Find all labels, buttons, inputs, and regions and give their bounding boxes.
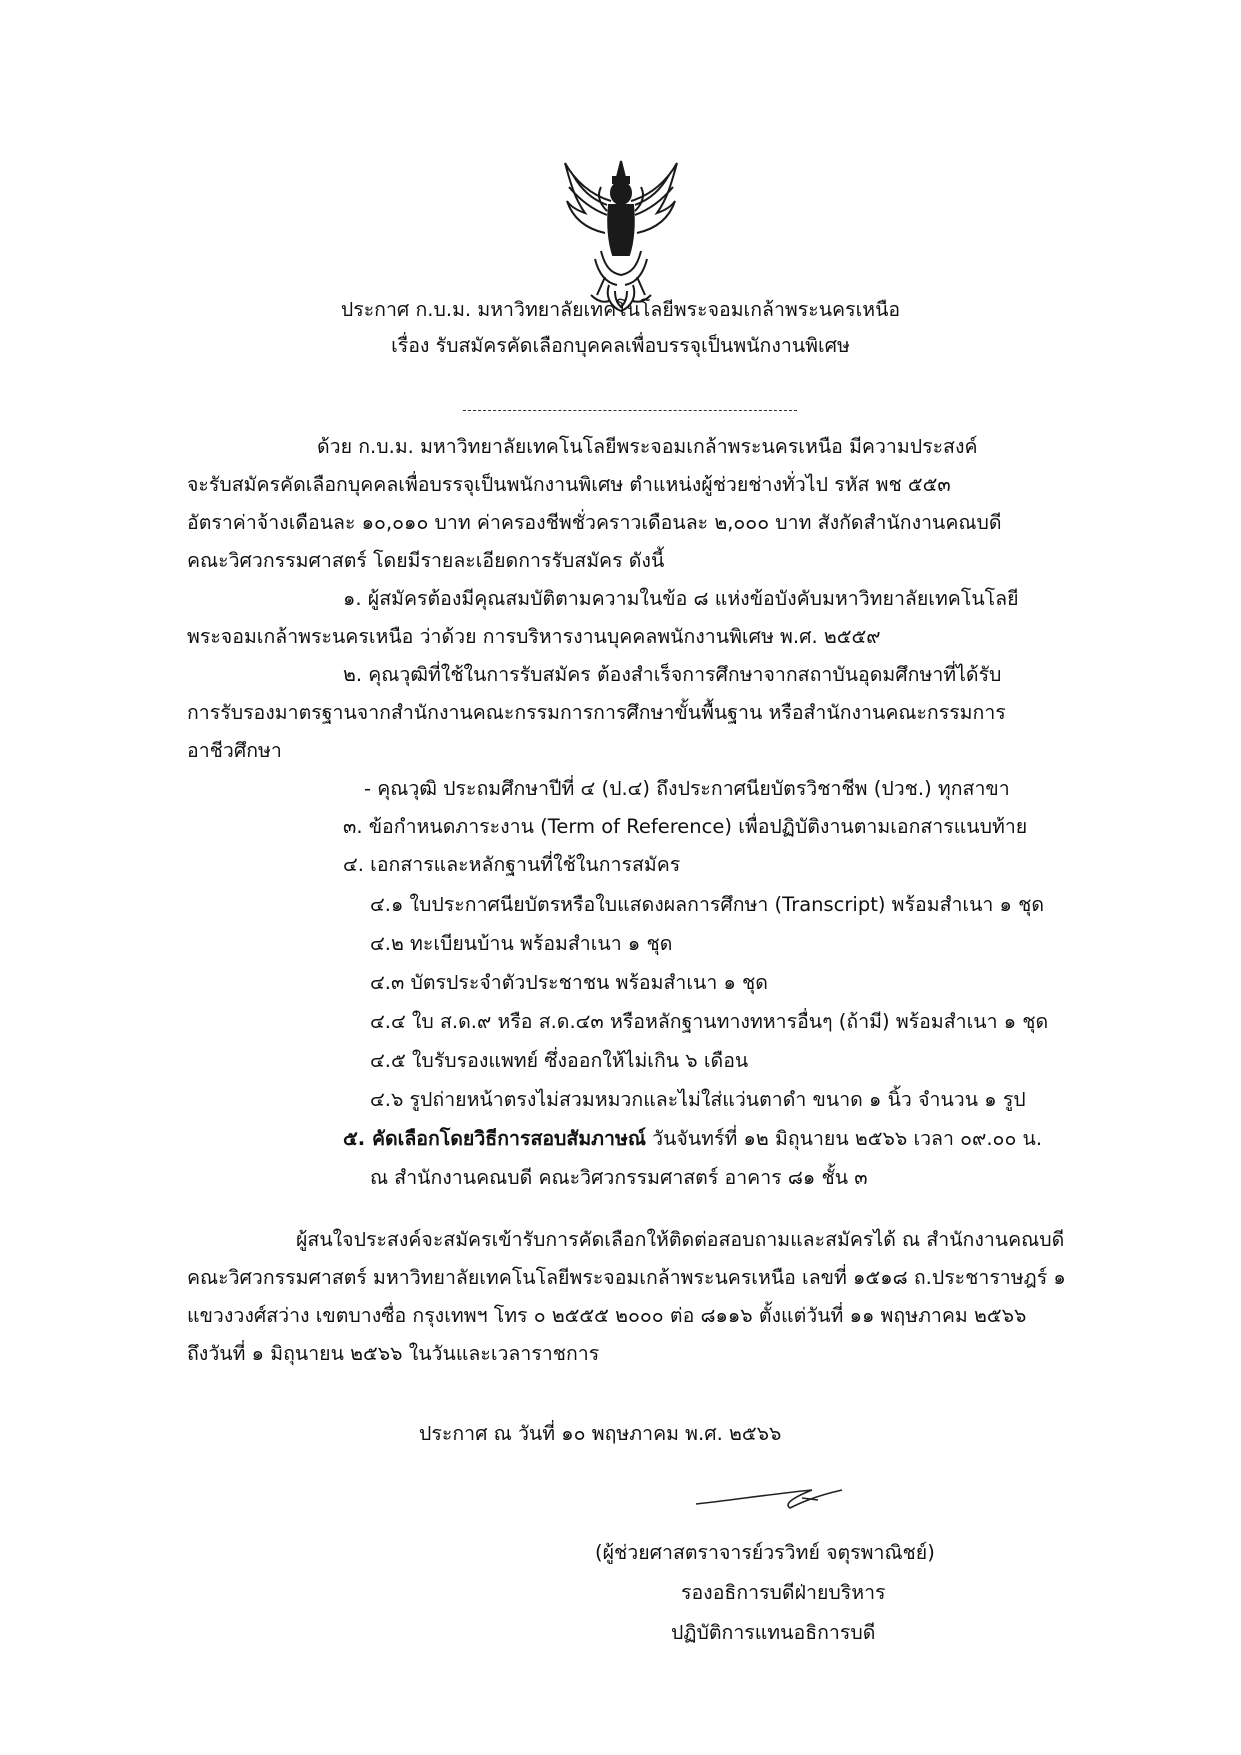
item-2-line-1: ๒. คุณวุฒิที่ใช้ในการรับสมัคร ต้องสำเร็จการศึกษาจากสถาบันอุดมศึกษาที่ได้รับ (343, 663, 1002, 686)
signatory-acting: ปฏิบัติการแทนอธิการบดี (671, 1621, 876, 1644)
item-2-line-3: อาชีวศึกษา (187, 739, 282, 762)
contact-line-2: คณะวิศวกรรมศาสตร์ มหาวิทยาลัยเทคโนโลยีพระจอมเกล้าพระนครเหนือ เลขที่ ๑๕๑๘ ถ.ประชาราษฎร์ ๑ (187, 1266, 1066, 1289)
item-5-datetime: วันจันทร์ที่ ๑๒ มิถุนายน ๒๕๖๖ เวลา ๐๙.๐๐ น. (645, 1127, 1043, 1150)
item-4-sub-5: ๔.๕ ใบรับรองแพทย์ ซึ่งออกให้ไม่เกิน ๖ เดือน (370, 1049, 749, 1072)
item-1-line-1: ๑. ผู้สมัครต้องมีคุณสมบัติตามความในข้อ ๘ แห่งข้อบังคับมหาวิทยาลัยเทคโนโลยี (343, 587, 1019, 610)
handwritten-signature-icon (692, 1478, 862, 1514)
intro-line-3: อัตราค่าจ้างเดือนละ ๑๐,๐๑๐ บาท ค่าครองชีพชั่วคราวเดือนละ ๒,๐๐๐ บาท สังกัดสำนักงานคณบดี (187, 511, 1002, 534)
item-5-line-2: ณ สำนักงานคณบดี คณะวิศวกรรมศาสตร์ อาคาร ๘๑ ชั้น ๓ (370, 1166, 868, 1189)
contact-line-3: แขวงวงศ์สว่าง เขตบางซื่อ กรุงเทพฯ โทร ๐ ๒๕๕๕ ๒๐๐๐ ต่อ ๘๑๑๖ ตั้งแต่วันที่ ๑๑ พฤษภาคม ๒๕๖๖ (187, 1304, 1027, 1327)
title-divider (463, 410, 797, 411)
item-4-sub-3: ๔.๓ บัตรประจำตัวประชาชน พร้อมสำเนา ๑ ชุด (370, 971, 768, 994)
signatory-name: (ผู้ช่วยศาสตราจารย์วรวิทย์ จตุรพาณิชย์) (595, 1541, 935, 1564)
item-4-sub-6: ๔.๖ รูปถ่ายหน้าตรงไม่สวมหมวกและไม่ใส่แว่นตาดำ ขนาด ๑ นิ้ว จำนวน ๑ รูป (370, 1088, 1026, 1111)
garuda-emblem-icon (561, 155, 681, 313)
item-5-line-1 (343, 1124, 1042, 1154)
announcement-subject: เรื่อง รับสมัครคัดเลือกบุคคลเพื่อบรรจุเป็นพนักงานพิเศษ (391, 334, 850, 357)
intro-line-1: ด้วย ก.บ.ม. มหาวิทยาลัยเทคโนโลยีพระจอมเกล้าพระนครเหนือ มีความประสงค์ (317, 435, 978, 458)
item-2-line-2: การรับรองมาตรฐานจากสำนักงานคณะกรรมการการศึกษาขั้นพื้นฐาน หรือสำนักงานคณะกรรมการ (187, 701, 1006, 724)
item-4-sub-4: ๔.๔ ใบ ส.ด.๙ หรือ ส.ด.๔๓ หรือหลักฐานทางทหารอื่นๆ (ถ้ามี) พร้อมสำเนา ๑ ชุด (370, 1010, 1049, 1033)
item-4-sub-2: ๔.๒ ทะเบียนบ้าน พร้อมสำเนา ๑ ชุด (370, 932, 673, 955)
item-5-heading: ๕. คัดเลือกโดยวิธีการสอบสัมภาษณ์ (343, 1127, 646, 1150)
item-4: ๔. เอกสารและหลักฐานที่ใช้ในการสมัคร (343, 853, 681, 876)
contact-line-1: ผู้สนใจประสงค์จะสมัครเข้ารับการคัดเลือกให้ติดต่อสอบถามและสมัครได้ ณ สำนักงานคณบดี (296, 1228, 1065, 1251)
intro-line-2: จะรับสมัครคัดเลือกบุคคลเพื่อบรรจุเป็นพนักงานพิเศษ ตำแหน่งผู้ช่วยช่างทั่วไป รหัส พช ๕๕๓ (187, 473, 951, 496)
item-4-sub-1: ๔.๑ ใบประกาศนียบัตรหรือใบแสดงผลการศึกษา (Transcript) พร้อมสำเนา ๑ ชุด (370, 893, 1045, 916)
signatory-position: รองอธิการบดีฝ่ายบริหาร (681, 1581, 886, 1604)
item-3: ๓. ข้อกำหนดภาระงาน (Term of Reference) เพื่อปฏิบัติงานตามเอกสารแนบท้าย (343, 815, 1028, 838)
announcement-title: ประกาศ ก.บ.ม. มหาวิทยาลัยเทคโนโลยีพระจอมเกล้าพระนครเหนือ (340, 298, 901, 321)
item-1-line-2: พระจอมเกล้าพระนครเหนือ ว่าด้วย การบริหารงานบุคคลพนักงานพิเศษ พ.ศ. ๒๕๕๙ (187, 625, 881, 648)
intro-line-4: คณะวิศวกรรมศาสตร์ โดยมีรายละเอียดการรับสมัคร ดังนี้ (187, 549, 665, 572)
contact-line-4: ถึงวันที่ ๑ มิถุนายน ๒๕๖๖ ในวันและเวลาราชการ (187, 1342, 600, 1365)
item-2-sub: - คุณวุฒิ ประถมศึกษาปีที่ ๔ (ป.๔) ถึงประกาศนียบัตรวิชาชีพ (ปวช.) ทุกสาขา (364, 777, 1010, 800)
announce-date: ประกาศ ณ วันที่ ๑๐ พฤษภาคม พ.ศ. ๒๕๖๖ (419, 1422, 782, 1445)
